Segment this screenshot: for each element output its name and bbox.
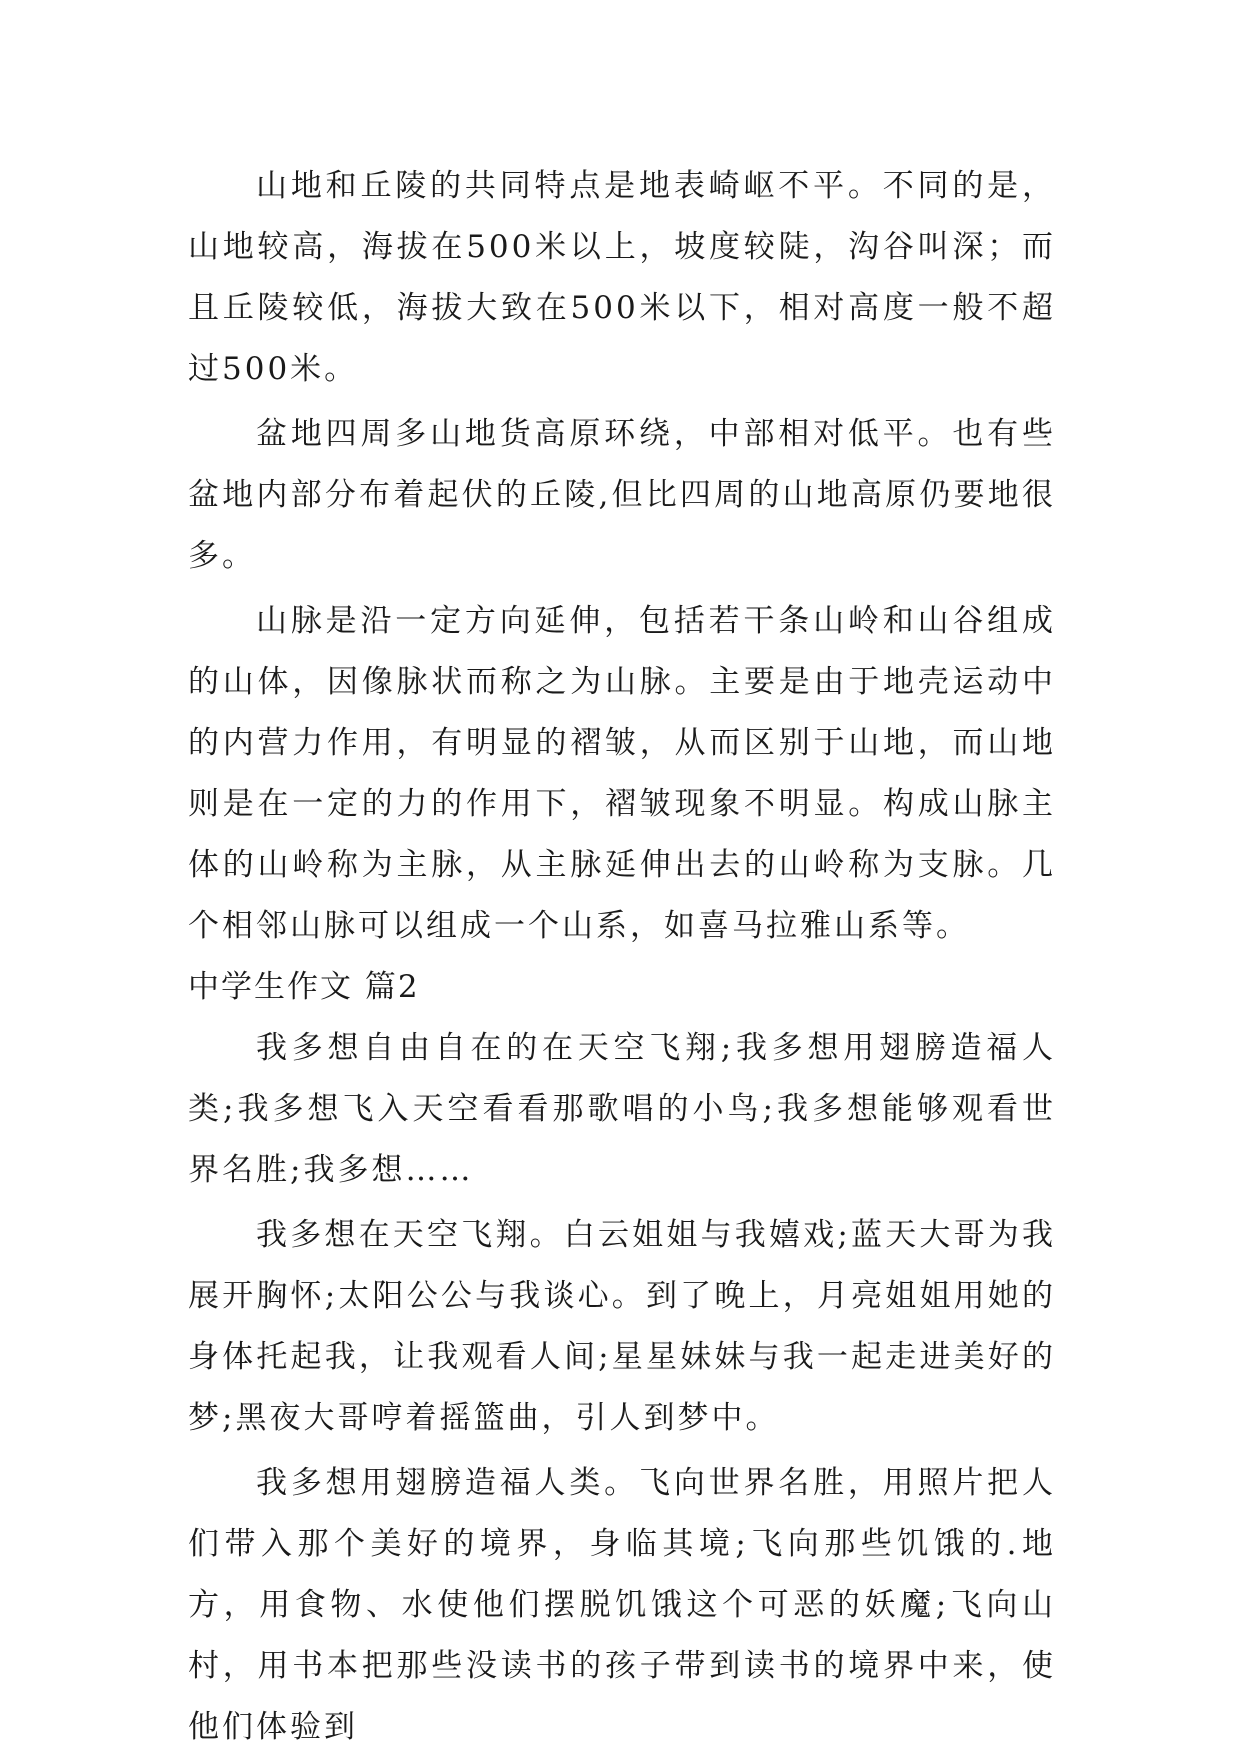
section-title: 中学生作文 篇2 [188, 969, 420, 1005]
paragraph-landforms-hills: 山地和丘陵的共同特点是地表崎岖不平。不同的是，山地较高，海拔在500米以上，坡度较陡，沟谷叫深；而且丘陵较低，海拔大致在500米以下，相对高度一般不超过500米。 [188, 168, 1056, 387]
paragraph-wish-intro: 我多想自由自在的在天空飞翔;我多想用翅膀造福人类;我多想飞入天空看看那歌唱的小鸟;我多想能够观看世界名胜;我多想…… [188, 1030, 1056, 1188]
paragraph-mountain-range: 山脉是沿一定方向延伸，包括若干条山岭和山谷组成的山体，因像脉状而称之为山脉。主要是由于地壳运动中的内营力作用，有明显的褶皱，从而区别于山地，而山地则是在一定的力的作用下，褶皱现象不明显。构成山脉主体的山岭称为主脉，从主脉延伸出去的山岭称为支脉。几个相邻山脉可以组成一个山系，如喜马拉雅山系等。 [188, 603, 1056, 944]
document-body [188, 156, 1056, 1758]
paragraph-wish-benefit: 我多想用翅膀造福人类。飞向世界名胜，用照片把人们带入那个美好的境界，身临其境;飞向那些饥饿的.地方，用食物、水使他们摆脱饥饿这个可恶的妖魔;飞向山村，用书本把那些没读书的孩子带到读书的境界中来，使他们体验到 [188, 1465, 1056, 1745]
paragraph-wish-sky: 我多想在天空飞翔。白云姐姐与我嬉戏;蓝天大哥为我展开胸怀;太阳公公与我谈心。到了晚上，月亮姐姐用她的身体托起我，让我观看人间;星星妹妹与我一起走进美好的梦;黑夜大哥哼着摇篮曲，引人到梦中。 [188, 1217, 1056, 1436]
paragraph-basin: 盆地四周多山地货高原环绕，中部相对低平。也有些盆地内部分布着起伏的丘陵,但比四周的山地高原仍要地很多。 [188, 416, 1056, 574]
